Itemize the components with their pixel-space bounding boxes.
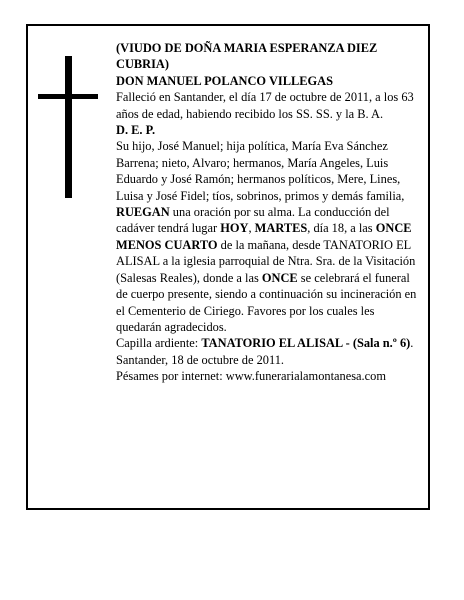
death-text: Falleció en Santander, el día 17 de octubre de 2011, a los 63 años de edad, habiendo recibido los SS. SS. y la B. A. <box>116 90 414 121</box>
request-text-1: una oración por su alma. La conducción del cadáver tendrá lugar <box>116 205 390 236</box>
ruegan-word: RUEGAN <box>116 205 170 220</box>
request-text-2: , <box>248 221 255 236</box>
widow-line: (VIUDO DE DOÑA MARIA ESPERANZA DIEZ CUBRIA) <box>116 41 378 72</box>
hoy-word: HOY <box>220 221 249 236</box>
request-paragraph <box>116 204 422 335</box>
once-word: ONCE <box>261 270 298 285</box>
martes-word: MARTES <box>254 221 308 236</box>
date-line: Santander, 18 de octubre de 2011. <box>116 352 284 367</box>
once-menos-cuarto-words: ONCE MENOS CUARTO <box>116 221 412 252</box>
cross-icon <box>38 56 98 198</box>
request-text-3: , día 18, a las <box>307 221 376 236</box>
family-text: Su hijo, José Manuel; hija política, María Eva Sánchez Barrena; nieto, Alvaro; hermanos, María Angeles, Luis Eduardo y José Ramón; hermanos políticos, Mere, Lines, Luisa y José Fidel; tíos, sobrinos, primos y demás familia, <box>116 139 405 203</box>
obituary-frame <box>26 24 430 510</box>
request-text-5: se celebrará el funeral de cuerpo presente, siendo a continuación su incineración en el Cementerio de Ciriego. Favores por los cuales les quedarán agradecidos. <box>116 270 417 334</box>
chapel-place: TANATORIO EL ALISAL - (Sala n.º 6) <box>201 336 411 351</box>
rip-line: D. E. P. <box>116 123 156 138</box>
condolences-line: Pésames por internet: www.funerarialamontanesa.com <box>116 369 386 384</box>
obituary-text <box>116 40 422 385</box>
chapel-end: . <box>410 336 414 351</box>
chapel-line <box>116 335 422 351</box>
chapel-label: Capilla ardiente: <box>116 336 202 351</box>
deceased-name: DON MANUEL POLANCO VILLEGAS <box>116 73 333 88</box>
cross-horizontal-bar <box>38 94 98 99</box>
cross-vertical-bar <box>65 56 72 198</box>
request-text-4: de la mañana, desde TANATORIO EL ALISAL a la iglesia parroquial de Ntra. Sra. de la Visitación (Salesas Reales), donde a las <box>116 237 416 285</box>
